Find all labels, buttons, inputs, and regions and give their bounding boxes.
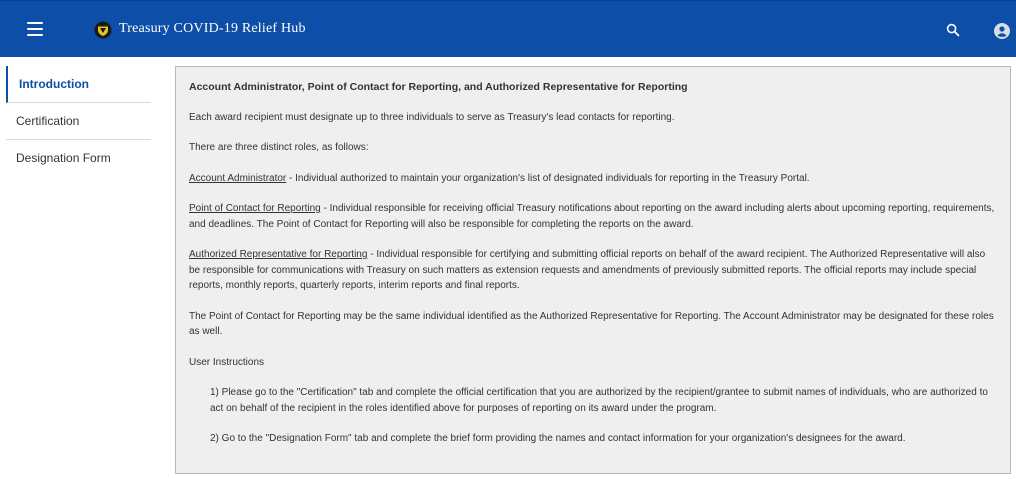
sidebar-nav [6, 66, 151, 176]
sidebar-item-label: Certification [16, 114, 80, 128]
app-title[interactable]: Treasury COVID-19 Relief Hub [119, 21, 306, 36]
sidebar-item-certification[interactable] [6, 103, 151, 140]
user-avatar-icon[interactable] [994, 23, 1010, 39]
sidebar-item-introduction[interactable] [6, 66, 151, 103]
role-account-administrator [189, 171, 997, 187]
instructions-title: User Instructions [189, 356, 265, 368]
hamburger-menu-icon[interactable] [27, 22, 43, 36]
sidebar-item-designation-form[interactable] [6, 140, 151, 176]
instruction-step-2: 2) Go to the "Designation Form" tab and complete the brief form providing the names and contact information for your organization's designees for the award. [210, 433, 906, 444]
role-description: - Individual responsible for receiving official Treasury notifications about reporting on the award including alerts about upcoming reporting, requirements, and deadlines. The Point of Contact for Reporting will also be responsible for completing the reports on the award. [189, 203, 995, 230]
role-authorized-representative [189, 247, 997, 294]
role-point-of-contact [189, 201, 997, 232]
role-description: - Individual authorized to maintain your organization's list of designated individuals for reporting in the Treasury Portal. [286, 172, 810, 184]
instruction-step-1: 1) Please go to the "Certification" tab and complete the official certification that you are authorized by the recipient/grantee to submit names of individuals, who are authorized to act on behalf of the recipient in the roles identified above for purposes of reporting on its award under the program. [210, 387, 988, 414]
search-icon[interactable] [946, 23, 960, 37]
roles-intro-text: There are three distinct roles, as follows: [189, 142, 369, 153]
roles-note: The Point of Contact for Reporting may be the same individual identified as the Authorized Representative for Reporting. The Account Administrator may be designated for these roles as well. [189, 310, 994, 337]
sidebar-item-label: Introduction [19, 77, 89, 91]
sidebar-item-label: Designation Form [16, 151, 111, 165]
role-term: Point of Contact for Reporting [189, 203, 321, 214]
treasury-shield-logo [94, 21, 112, 39]
role-term: Authorized Representative for Reporting [189, 249, 368, 260]
role-description: - Individual responsible for certifying and submitting official reports on behalf of the award recipient. The Authorized Representative will also be responsible for communications with Treasury on such matters as extension requests and amendments of previously submitted reports. The official reports may include special reports, monthly reports, quarterly reports, interim reports and final reports. [189, 249, 986, 291]
section-heading: Account Administrator, Point of Contact for Reporting, and Authorized Representative for Reporting [189, 81, 688, 93]
top-app-bar [0, 0, 1016, 57]
introduction-panel [175, 66, 1011, 474]
role-term: Account Administrator [189, 172, 287, 184]
intro-text: Each award recipient must designate up to three individuals to serve as Treasury's lead contacts for reporting. [189, 111, 675, 123]
